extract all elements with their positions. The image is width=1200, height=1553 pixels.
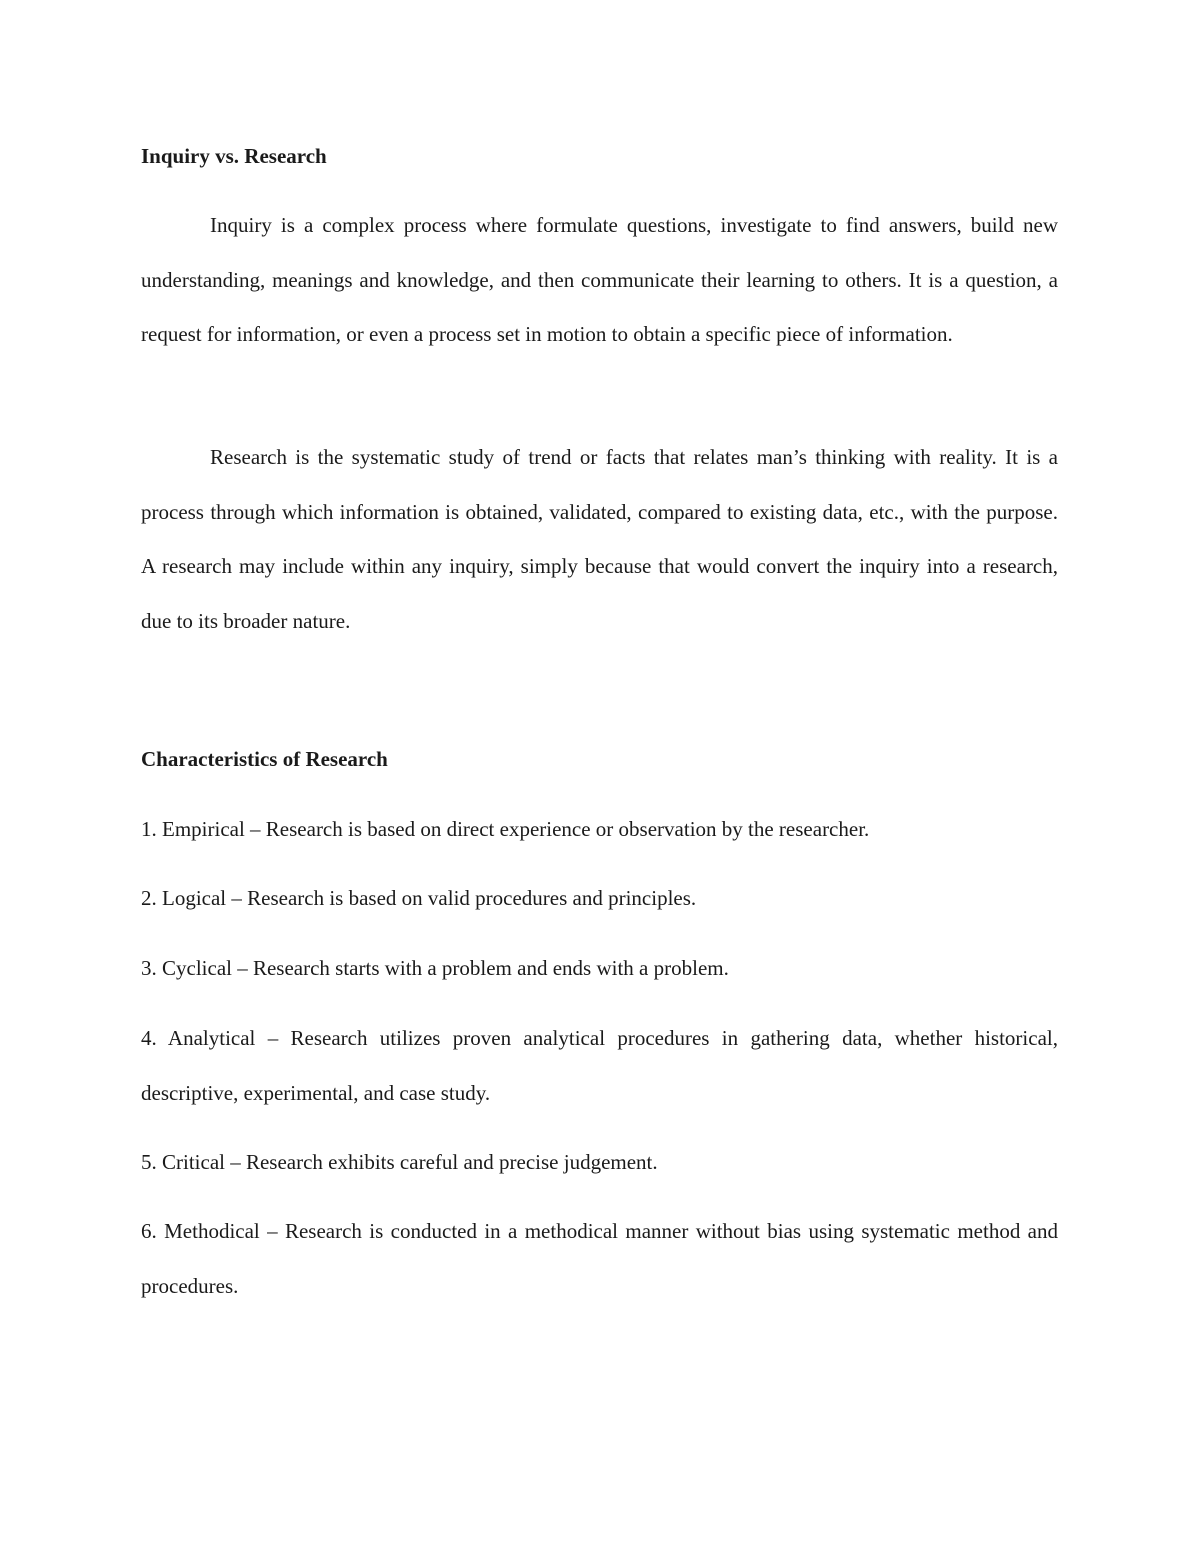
list-item-methodical: 6. Methodical – Research is conducted in a methodical manner without bias using systematic method and procedures. <box>141 1219 1058 1298</box>
list-item-logical: 2. Logical – Research is based on valid procedures and principles. <box>141 886 697 910</box>
list-item-analytical: 4. Analytical – Research utilizes proven analytical procedures in gathering data, whether historical, descriptive, experimental, and case study. <box>141 1026 1058 1105</box>
list-item-cyclical: 3. Cyclical – Research starts with a problem and ends with a problem. <box>141 956 729 980</box>
paragraph-research: Research is the systematic study of trend or facts that relates man’s thinking with reality. It is a process through which information is obtained, validated, compared to existing data, etc., with the purpose. A research may include within any inquiry, simply because that would convert the inquiry into a research, due to its broader nature. <box>141 445 1058 633</box>
list-item-critical: 5. Critical – Research exhibits careful and precise judgement. <box>141 1150 658 1174</box>
heading-characteristics-of-research: Characteristics of Research <box>141 747 388 771</box>
heading-inquiry-vs-research: Inquiry vs. Research <box>141 144 327 168</box>
paragraph-inquiry: Inquiry is a complex process where formulate questions, investigate to find answers, build new understanding, meanings and knowledge, and then communicate their learning to others. It is a question, a request for information, or even a process set in motion to obtain a specific piece of information. <box>141 213 1058 346</box>
list-item-empirical: 1. Empirical – Research is based on direct experience or observation by the researcher. <box>141 817 870 841</box>
